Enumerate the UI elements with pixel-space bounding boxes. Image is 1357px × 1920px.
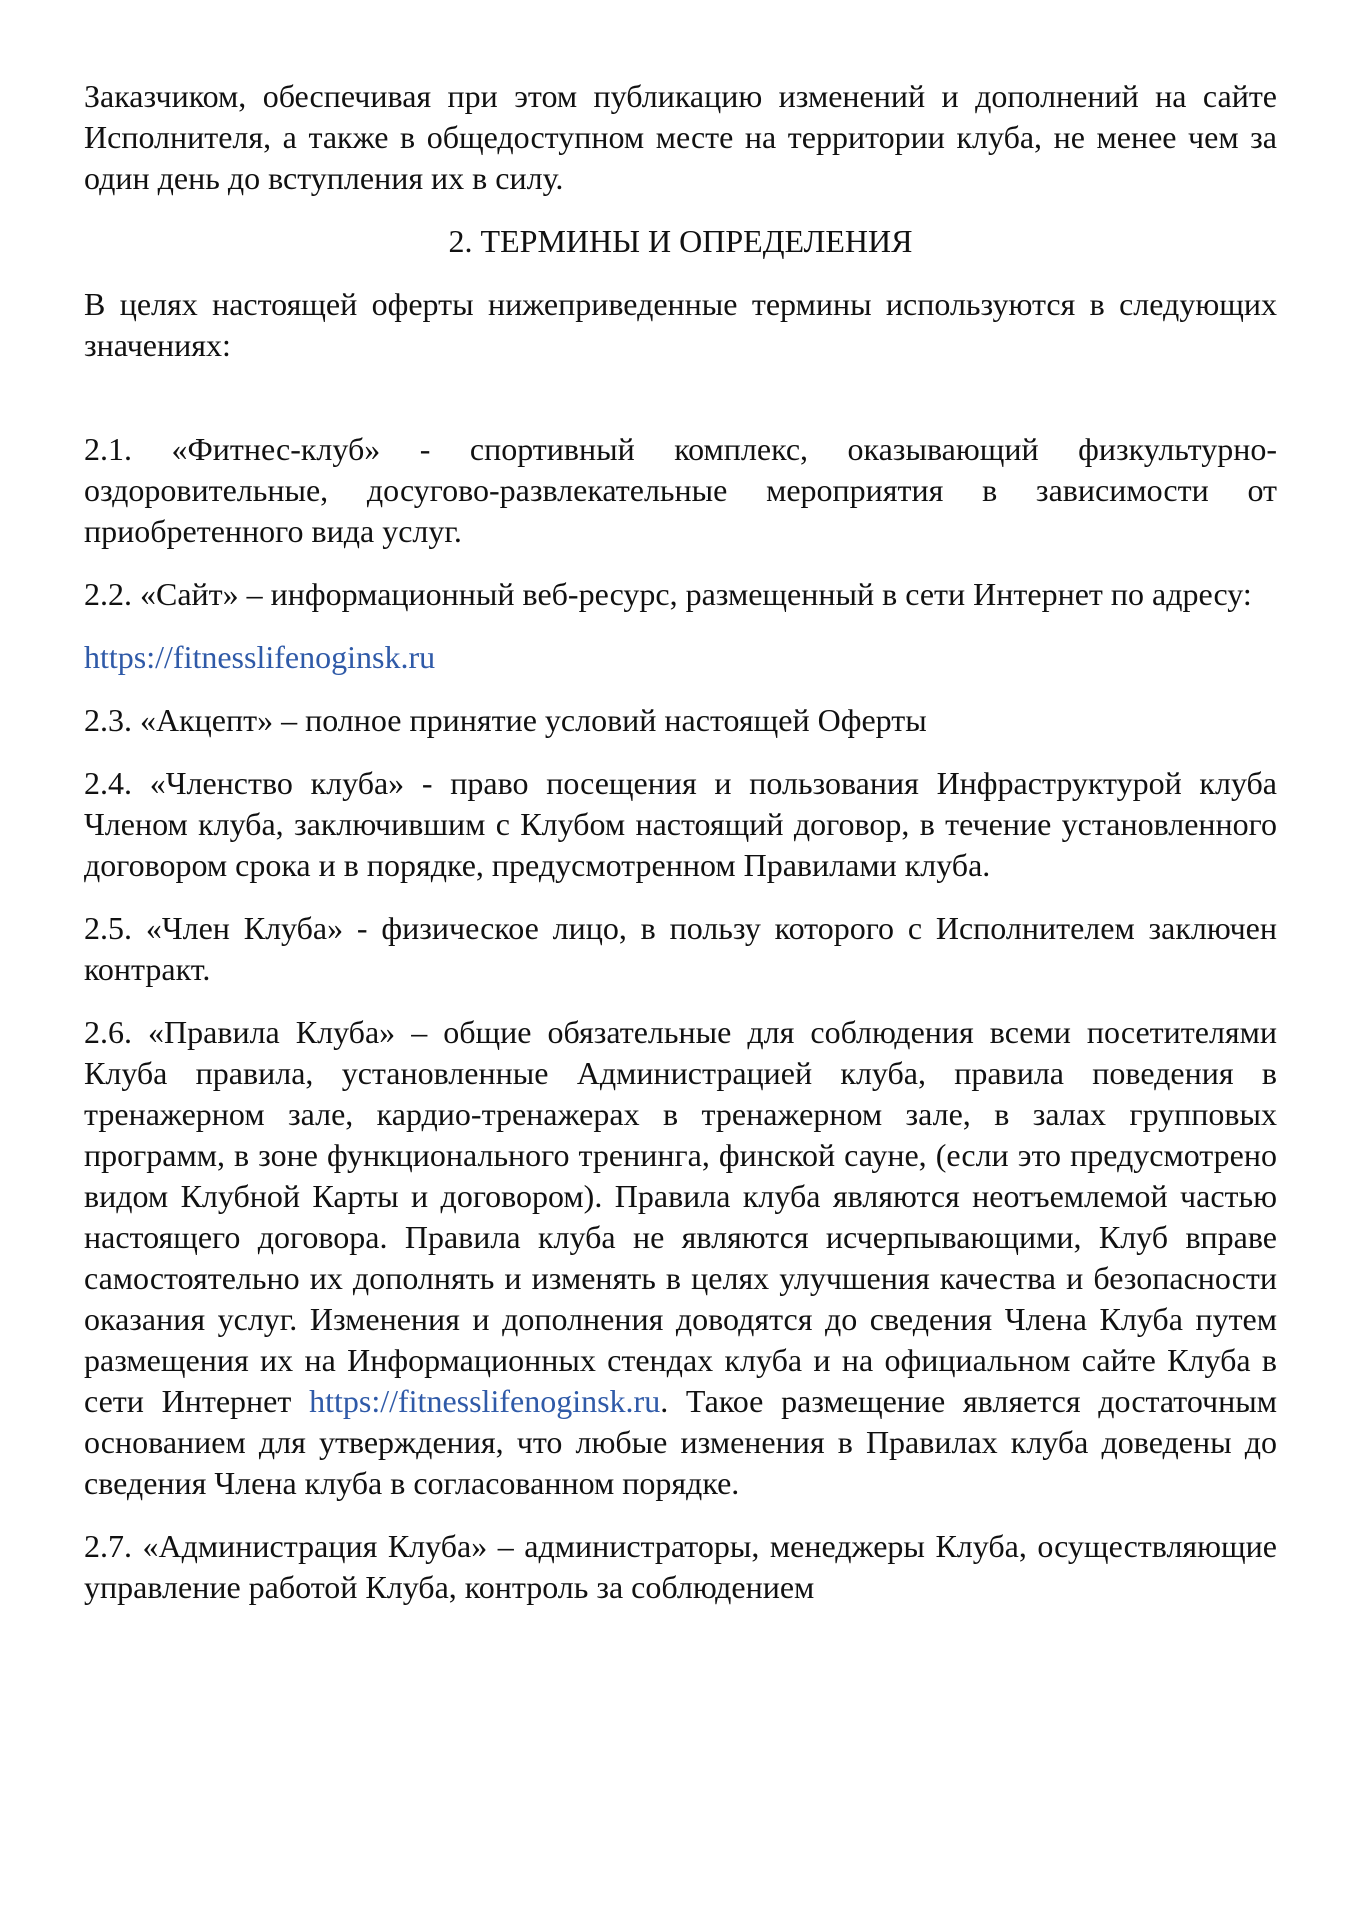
section-title: 2. ТЕРМИНЫ И ОПРЕДЕЛЕНИЯ bbox=[448, 223, 913, 259]
term-2-6-text-end: . Такое размещение является достаточным основанием для утверждения, что любые изменения в Правилах клуба доведены до сведения Члена клуба в согласованном порядке. bbox=[84, 1383, 1278, 1501]
term-2-1: 2.1. «Фитнес-клуб» - спортивный комплекс, оказывающий физкультурно-оздоровительные, досугово-развлекательные мероприятия в зависимости от приобретенного вида услуг. bbox=[84, 431, 1277, 549]
term-2-7: 2.7. «Администрация Клуба» – администраторы, менеджеры Клуба, осуществляющие управление работой Клуба, контроль за соблюдением bbox=[84, 1528, 1277, 1605]
term-2-6-text-start: 2.6. «Правила Клуба» – общие обязательные для соблюдения всеми посетителями Клуба правила, установленные Администрацией клуба, правила поведения в тренажерном зале, кардио-тренажерах в тренажерном зале, в залах групповых программ, в зоне функционального тренинга, финской сауне, (если это предусмотрено видом Клубной Карты и договором). Правила клуба являются неотъемлемой частью настоящего договора. Правила клуба не являются исчерпывающими, Клуб вправе самостоятельно их дополнять и изменять в целях улучшения качества и безопасности оказания услуг. Изменения и дополнения доводятся до сведения Члена Клуба путем размещения их на Информационных стендах клуба и на официальном сайте Клуба в сети Интернет bbox=[84, 1014, 1277, 1419]
section-lead: В целях настоящей оферты нижеприведенные термины используются в следующих значениях: bbox=[84, 286, 1277, 363]
term-2-2: 2.2. «Сайт» – информационный веб-ресурс, размещенный в сети Интернет по адресу: bbox=[84, 576, 1252, 612]
term-2-5: 2.5. «Член Клуба» - физическое лицо, в пользу которого с Исполнителем заключен контракт. bbox=[84, 910, 1277, 987]
site-link[interactable]: https://fitnesslifenoginsk.ru bbox=[84, 639, 436, 675]
document-page bbox=[84, 76, 1277, 1630]
rules-site-link[interactable]: https://fitnesslifenoginsk.ru bbox=[309, 1383, 661, 1419]
term-2-3: 2.3. «Акцепт» – полное принятие условий настоящей Оферты bbox=[84, 702, 927, 738]
site-link-paragraph bbox=[84, 637, 1277, 678]
term-2-4: 2.4. «Членство клуба» - право посещения и пользования Инфраструктурой клуба Членом клуба, заключившим с Клубом настоящий договор, в течение установленного договором срока и в порядке, предусмотренном Правилами клуба. bbox=[84, 765, 1277, 883]
term-2-6 bbox=[84, 1012, 1277, 1504]
intro-paragraph: Заказчиком, обеспечивая при этом публикацию изменений и дополнений на сайте Исполнителя, а также в общедоступном месте на территории клуба, не менее чем за один день до вступления их в силу. bbox=[84, 78, 1277, 196]
